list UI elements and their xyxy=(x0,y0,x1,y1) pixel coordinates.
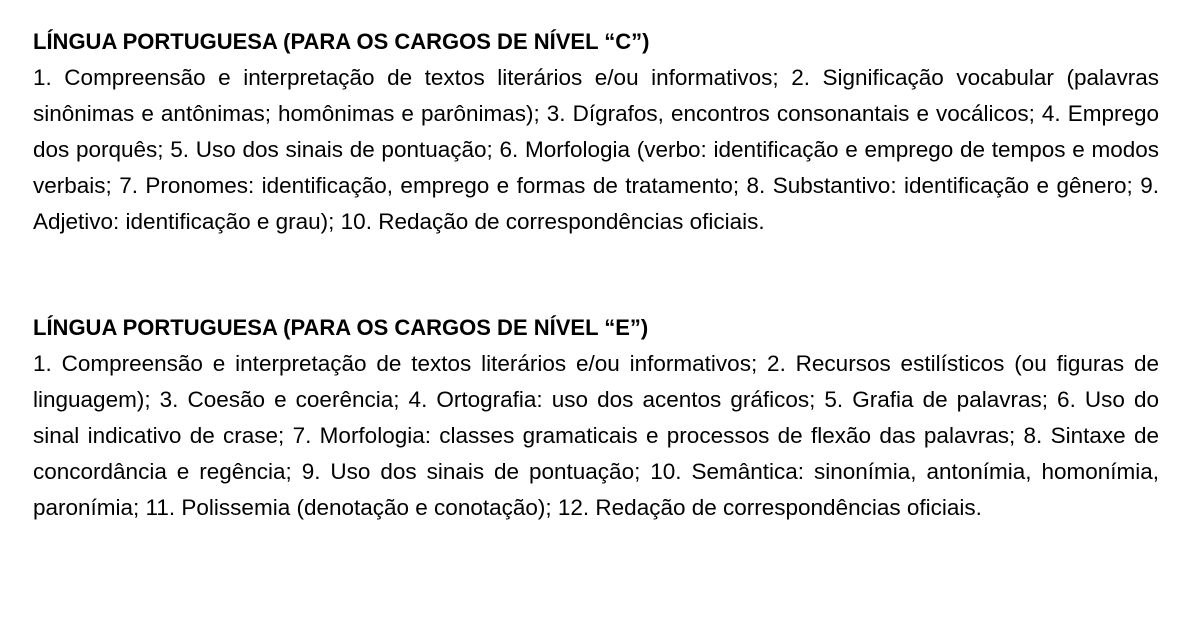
section-body: 1. Compreensão e interpretação de textos literários e/ou informativos; 2. Significação vocabular (palavras sinônimas e antônimas; homônimas e parônimas); 3. Dígrafos, encontros consonantais e vocálicos; 4. Emprego dos porquês; 5. Uso dos sinais de pontuação; 6. Morfologia (verbo: identificação e emprego de tempos e modos verbais; 7. Pronomes: identificação, emprego e formas de tratamento; 8. Substantivo: identificação e gênero; 9. Adjetivo: identificação e grau); 10. Redação de correspondências oficiais. xyxy=(33,65,1159,234)
document xyxy=(33,24,1159,526)
section-heading: LÍNGUA PORTUGUESA (PARA OS CARGOS DE NÍVEL “C”) xyxy=(33,29,650,54)
section-heading: LÍNGUA PORTUGUESA (PARA OS CARGOS DE NÍVEL “E”) xyxy=(33,315,649,340)
section-nivel-e xyxy=(33,310,1159,526)
section-nivel-c xyxy=(33,24,1159,240)
section-body: 1. Compreensão e interpretação de textos literários e/ou informativos; 2. Recursos estilísticos (ou figuras de linguagem); 3. Coesão e coerência; 4. Ortografia: uso dos acentos gráficos; 5. Grafia de palavras; 6. Uso do sinal indicativo de crase; 7. Morfologia: classes gramaticais e processos de flexão das palavras; 8. Sintaxe de concordância e regência; 9. Uso dos sinais de pontuação; 10. Semântica: sinonímia, antonímia, homonímia, paronímia; 11. Polissemia (denotação e conotação); 12. Redação de correspondências oficiais. xyxy=(33,351,1159,520)
